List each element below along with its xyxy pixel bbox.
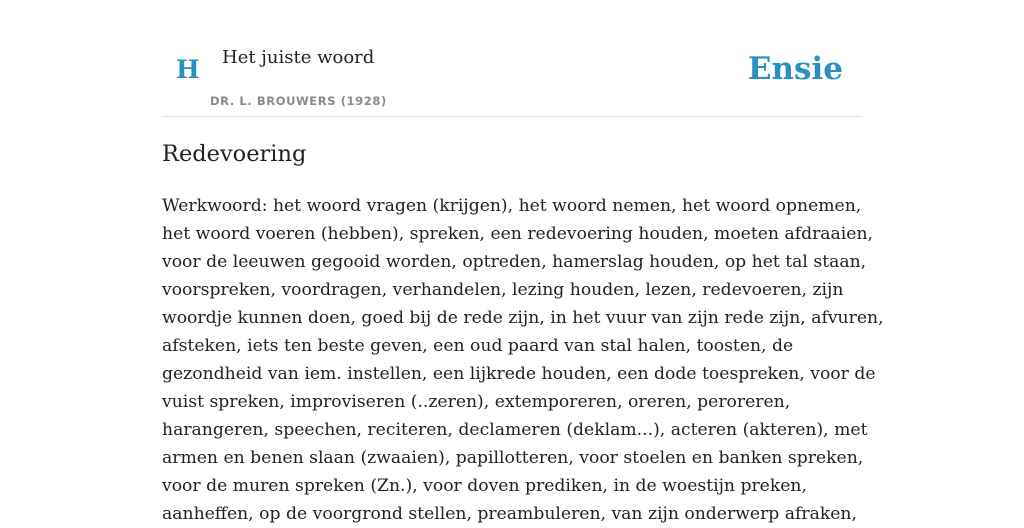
entry-line: harangeren, speechen, reciteren, declameren (deklam...), acteren (akteren), met xyxy=(162,420,868,440)
entry-body xyxy=(162,192,884,528)
entry-line: armen en benen slaan (zwaaien), papillotteren, voor stoelen en banken spreken, xyxy=(162,448,864,468)
book-title[interactable]: Het juiste woord xyxy=(222,47,375,68)
book-author: DR. L. BROUWERS (1928) xyxy=(210,94,387,108)
entry-line: afsteken, iets ten beste geven, een oud paard van stal halen, toosten, de xyxy=(162,336,794,356)
brand-logo[interactable]: Ensie xyxy=(747,51,843,87)
entry-line: gezondheid van iem. instellen, een lijkrede houden, een dode toespreken, voor de xyxy=(162,364,876,384)
entry-line: voor de muren spreken (Zn.), voor doven prediken, in de woestijn preken, xyxy=(162,476,807,496)
entry-line: voorspreken, voordragen, verhandelen, lezing houden, lezen, redevoeren, zijn xyxy=(162,280,844,300)
entry-line: aanheffen, op de voorgrond stellen, preambuleren, van zijn onderwerp afraken, xyxy=(162,504,857,524)
book-header xyxy=(162,0,862,117)
entry-line: voor de leeuwen gegooid worden, optreden, hamerslag houden, op het tal staan, xyxy=(162,252,867,272)
book-letter-icon[interactable]: H xyxy=(176,55,200,84)
entry-title: Redevoering xyxy=(162,141,307,167)
page-container xyxy=(162,0,884,524)
entry-line: woordje kunnen doen, goed bij de rede zijn, in het vuur van zijn rede zijn, afvuren, xyxy=(162,308,884,328)
entry-line: vuist spreken, improviseren (..zeren), extemporeren, oreren, peroreren, xyxy=(162,392,791,412)
entry-line: Werkwoord: het woord vragen (krijgen), het woord nemen, het woord opnemen, xyxy=(162,196,862,216)
entry-line: het woord voeren (hebben), spreken, een redevoering houden, moeten afdraaien, xyxy=(162,224,873,244)
